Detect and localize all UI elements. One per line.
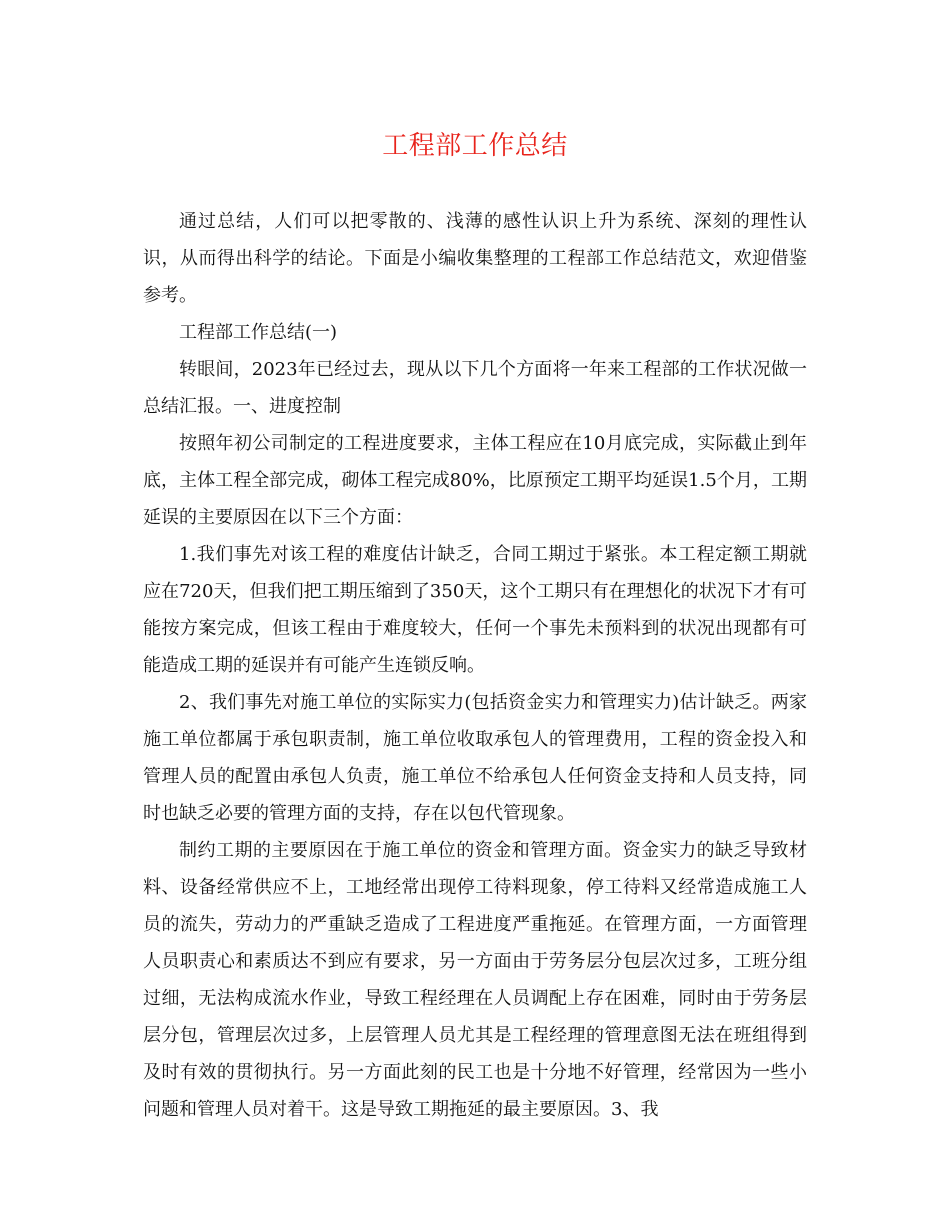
section-heading: 工程部工作总结(一) (179, 322, 338, 343)
document-title: 工程部工作总结 (382, 131, 568, 161)
overview-paragraph: 转眼间，2023年已经过去，现从以下几个方面将一年来工程部的工作状况做一总结汇报。一、进度控制 (143, 359, 807, 417)
intro-paragraph: 通过总结，人们可以把零散的、浅薄的感性认识上升为系统、深刻的理性认识，从而得出科学的结论。下面是小编收集整理的工程部工作总结范文，欢迎借鉴参考。 (143, 211, 807, 306)
document-body (143, 203, 807, 1128)
progress-paragraph: 按照年初公司制定的工程进度要求，主体工程应在10月底完成，实际截止到年底，主体工程全部完成，砌体工程完成80%，比原预定工期平均延误1.5个月，工期延误的主要原因在以下三个方面： (143, 433, 807, 528)
reason-one-paragraph: 1.我们事先对该工程的难度估计缺乏，合同工期过于紧张。本工程定额工期就应在720天，但我们把工期压缩到了350天，这个工期只有在理想化的状况下才有可能按方案完成，但该工程由于难度较大，任何一个事先未预料到的状况出现都有可能造成工期的延误并有可能产生连锁反响。 (143, 544, 807, 676)
reason-two-paragraph: 2、我们事先对施工单位的实际实力(包括资金实力和管理实力)估计缺乏。两家施工单位都属于承包职责制，施工单位收取承包人的管理费用，工程的资金投入和管理人员的配置由承包人负责，施工单位不给承包人任何资金支持和人员支持，同时也缺乏必要的管理方面的支持，存在以包代管现象。 (143, 692, 807, 824)
constraint-paragraph: 制约工期的主要原因在于施工单位的资金和管理方面。资金实力的缺乏导致材料、设备经常供应不上，工地经常出现停工待料现象，停工待料又经常造成施工人员的流失，劳动力的严重缺乏造成了工程进度严重拖延。在管理方面，一方面管理人员职责心和素质达不到应有要求，另一方面由于劳务层分包层次过多，工班分组过细，无法构成流水作业，导致工程经理在人员调配上存在困难，同时由于劳务层层分包，管理层次过多，上层管理人员尤其是工程经理的管理意图无法在班组得到及时有效的贯彻执行。另一方面此刻的民工也是十分地不好管理，经常因为一些小问题和管理人员对着干。这是导致工期拖延的最主要原因。3、我 (143, 840, 807, 1120)
